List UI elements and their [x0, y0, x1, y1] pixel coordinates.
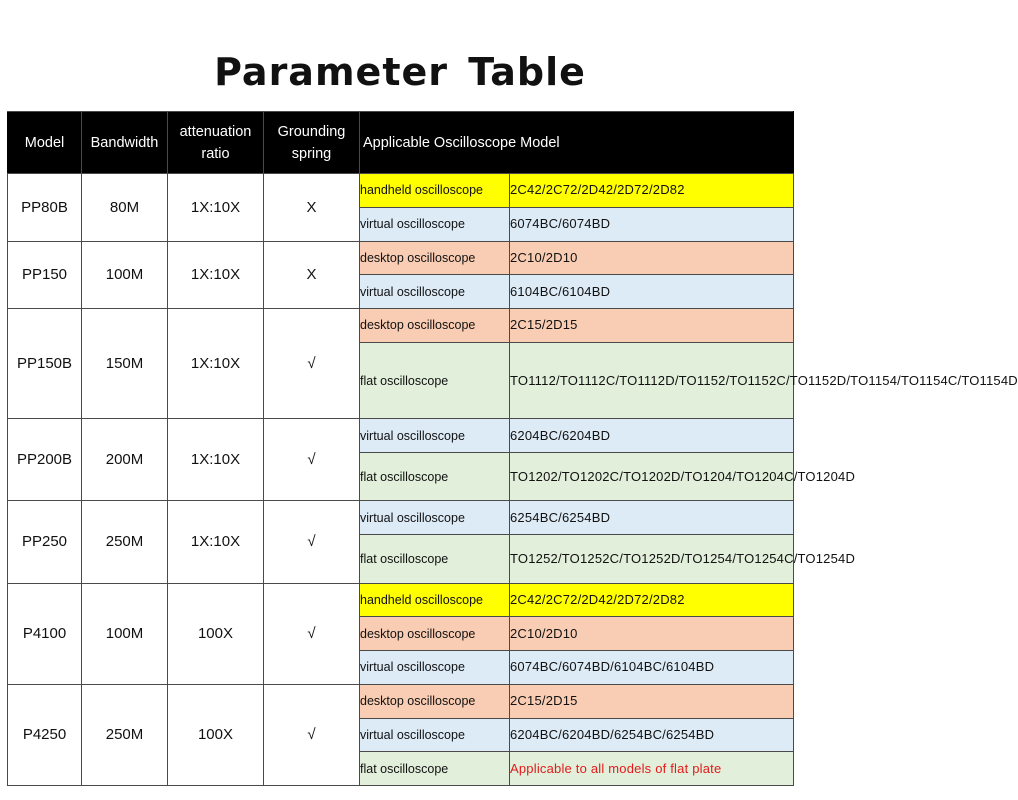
table-row: [8, 241, 794, 275]
oscilloscope-type-cell: virtual oscilloscope: [360, 275, 510, 309]
compatible-models-cell: 6074BC/6074BD/6104BC/6104BD: [510, 651, 794, 685]
model-cell: PP150B: [8, 309, 82, 419]
attenuation-cell: 1X:10X: [168, 241, 264, 309]
compatible-models-cell: 6074BC/6074BD: [510, 207, 794, 241]
grounding-cell: √: [264, 309, 360, 419]
compatible-models-cell: 6254BC/6254BD: [510, 501, 794, 535]
grounding-cell: √: [264, 419, 360, 501]
bandwidth-cell: 80M: [82, 174, 168, 242]
model-cell: PP80B: [8, 174, 82, 242]
bandwidth-cell: 100M: [82, 241, 168, 309]
attenuation-cell: 1X:10X: [168, 501, 264, 583]
bandwidth-cell: 250M: [82, 501, 168, 583]
parameter-table: [7, 111, 1018, 786]
oscilloscope-type-cell: handheld oscilloscope: [360, 174, 510, 208]
header-row: [8, 112, 794, 174]
attenuation-cell: 100X: [168, 684, 264, 785]
page-title: Parameter Table: [214, 50, 586, 94]
grounding-cell: √: [264, 501, 360, 583]
header-attenuation-line2: ratio: [201, 145, 230, 162]
oscilloscope-type-cell: flat oscilloscope: [360, 342, 510, 419]
table-row: [8, 309, 794, 343]
header-attenuation-line1: attenuation: [179, 123, 252, 140]
model-cell: P4100: [8, 583, 82, 684]
grounding-cell: X: [264, 174, 360, 242]
oscilloscope-type-cell: desktop oscilloscope: [360, 241, 510, 275]
oscilloscope-type-cell: virtual oscilloscope: [360, 718, 510, 752]
attenuation-cell: 100X: [168, 583, 264, 684]
compatible-models-cell: 6104BC/6104BD: [510, 275, 794, 309]
oscilloscope-type-cell: virtual oscilloscope: [360, 651, 510, 685]
oscilloscope-type-cell: desktop oscilloscope: [360, 617, 510, 651]
bandwidth-cell: 100M: [82, 583, 168, 684]
compatible-models-cell: 6204BC/6204BD/6254BC/6254BD: [510, 718, 794, 752]
bandwidth-cell: 150M: [82, 309, 168, 419]
table-row: [8, 684, 794, 718]
bandwidth-cell: 200M: [82, 419, 168, 501]
table-row: [8, 174, 794, 208]
oscilloscope-type-cell: desktop oscilloscope: [360, 684, 510, 718]
model-cell: PP200B: [8, 419, 82, 501]
grounding-cell: √: [264, 583, 360, 684]
compatible-models-cell: 2C15/2D15: [510, 684, 794, 718]
header-attenuation: [168, 112, 264, 174]
grounding-cell: √: [264, 684, 360, 785]
table-body: [8, 174, 1018, 786]
grounding-cell: X: [264, 241, 360, 309]
header-applicable: Applicable Oscilloscope Model: [360, 112, 794, 174]
header-bandwidth: Bandwidth: [82, 112, 168, 174]
compatible-models-cell: TO1202/TO1202C/TO1202D/TO1204/TO1204C/TO1204D: [510, 453, 794, 501]
compatible-models-cell: Applicable to all models of flat plate: [510, 752, 794, 786]
attenuation-cell: 1X:10X: [168, 419, 264, 501]
compatible-models-cell: 2C42/2C72/2D42/2D72/2D82: [510, 174, 794, 208]
header-grounding-line2: spring: [291, 145, 332, 162]
compatible-models-cell: TO1112/TO1112C/TO1112D/TO1152/TO1152C/TO1152D/TO1154/TO1154C/TO1154D: [510, 342, 794, 419]
table-row: [8, 419, 794, 453]
attenuation-cell: 1X:10X: [168, 174, 264, 242]
attenuation-cell: 1X:10X: [168, 309, 264, 419]
bandwidth-cell: 250M: [82, 684, 168, 785]
oscilloscope-type-cell: handheld oscilloscope: [360, 583, 510, 617]
oscilloscope-type-cell: desktop oscilloscope: [360, 309, 510, 343]
model-cell: PP250: [8, 501, 82, 583]
oscilloscope-type-cell: flat oscilloscope: [360, 752, 510, 786]
model-cell: PP150: [8, 241, 82, 309]
oscilloscope-type-cell: flat oscilloscope: [360, 453, 510, 501]
header-model: Model: [8, 112, 82, 174]
compatible-models-cell: 2C15/2D15: [510, 309, 794, 343]
header-grounding: [264, 112, 360, 174]
oscilloscope-type-cell: virtual oscilloscope: [360, 501, 510, 535]
table-row: [8, 501, 794, 535]
oscilloscope-type-cell: flat oscilloscope: [360, 535, 510, 583]
compatible-models-cell: 2C10/2D10: [510, 241, 794, 275]
compatible-models-cell: 6204BC/6204BD: [510, 419, 794, 453]
model-cell: P4250: [8, 684, 82, 785]
compatible-models-cell: 2C42/2C72/2D42/2D72/2D82: [510, 583, 794, 617]
oscilloscope-type-cell: virtual oscilloscope: [360, 207, 510, 241]
table-row: [8, 583, 794, 617]
header-grounding-line1: Grounding: [277, 123, 346, 140]
oscilloscope-type-cell: virtual oscilloscope: [360, 419, 510, 453]
compatible-models-cell: 2C10/2D10: [510, 617, 794, 651]
compatible-models-cell: TO1252/TO1252C/TO1252D/TO1254/TO1254C/TO1254D: [510, 535, 794, 583]
